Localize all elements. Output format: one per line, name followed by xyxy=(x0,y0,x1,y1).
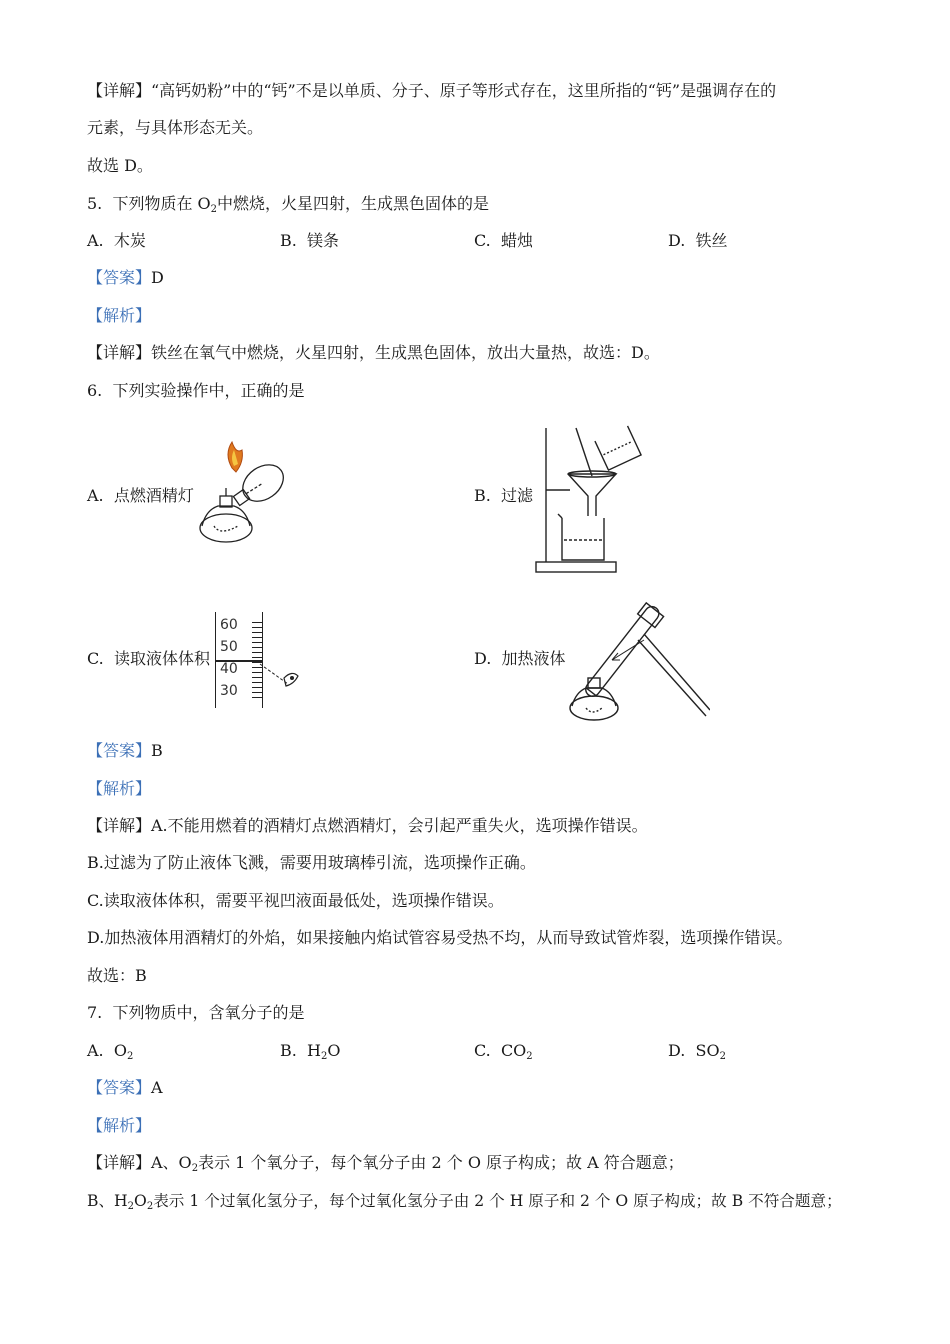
filtration-figure xyxy=(532,424,650,574)
cylinder-tick-label: 30 xyxy=(220,683,238,699)
answer-value: A xyxy=(151,1078,163,1097)
graduated-cylinder xyxy=(215,612,263,708)
q5-analysis-label: 【解析】 xyxy=(87,306,152,325)
q5-option-d: D. 铁丝 xyxy=(668,231,728,250)
q7-detail-b: B、$H_2O_2$表示 1 个过氧化氢分子，每个过氧化氢分子由 2 个 H 原子和 2 个 O 原子构成；故 B 不符合题意； xyxy=(87,1192,842,1212)
q6-option-b: B. 过滤 xyxy=(474,486,534,505)
answer-value: D xyxy=(151,268,164,287)
q6-option-a: A. 点燃酒精灯 xyxy=(87,486,194,505)
q6-stem: 6. 下列实验操作中，正确的是 xyxy=(87,381,305,400)
q7-stem: 7. 下列物质中，含氧分子的是 xyxy=(87,1003,305,1022)
q6-option-d: D. 加热液体 xyxy=(474,649,566,668)
eye-sight-line-figure xyxy=(258,656,308,696)
heating-liquid-figure xyxy=(560,596,710,726)
q6-analysis-label: 【解析】 xyxy=(87,779,152,798)
answer-label: 【答案】 xyxy=(87,1078,152,1097)
q6-choice: 故选：B xyxy=(87,966,147,985)
q6-detail-d: D.加热液体用酒精灯的外焰，如果接触内焰试管容易受热不均，从而导致试管炸裂，选项操作错误。 xyxy=(87,928,793,947)
q7-option-a: A. $O_2$ xyxy=(87,1041,134,1062)
q7-answer xyxy=(87,1077,163,1099)
liquid-level xyxy=(216,660,262,662)
q5-stem-pre: 下列物质在 O xyxy=(112,194,211,213)
detail-line: 元素，与具体形态无关。 xyxy=(87,118,264,137)
cylinder-tick-label: 50 xyxy=(220,639,238,655)
cylinder-tick-label: 60 xyxy=(220,617,238,633)
choice-line: 故选 D。 xyxy=(87,156,153,175)
q7-detail-a: 【详解】A、$O_2$表示 1 个氧分子，每个氧分子由 2 个 O 原子构成；故 A 符合题意； xyxy=(87,1153,684,1174)
q7-option-d: D. $SO_2$ xyxy=(668,1041,726,1062)
q6-detail-b: B.过滤为了防止液体飞溅，需要用玻璃棒引流，选项操作正确。 xyxy=(87,853,536,872)
q5-option-b: B. 镁条 xyxy=(280,231,340,250)
answer-label: 【答案】 xyxy=(87,268,152,287)
q5-stem-sub: 2 xyxy=(210,204,218,215)
q6-option-c: C. 读取液体体积 xyxy=(87,649,210,668)
q6-detail-a: 【详解】A.不能用燃着的酒精灯点燃酒精灯，会引起严重失火，选项操作错误。 xyxy=(87,816,648,835)
q5-stem-post: 中燃烧，火星四射，生成黑色固体的是 xyxy=(217,194,490,213)
q7-option-b: B. $H_2O$ xyxy=(280,1041,341,1062)
q5-option-a: A. 木炭 xyxy=(87,231,146,250)
alcohol-lamp-lighting-figure xyxy=(192,440,302,550)
q6-answer xyxy=(87,740,163,762)
q6-detail-c: C.读取液体体积，需要平视凹液面最低处，选项操作错误。 xyxy=(87,891,504,910)
q5-detail: 【详解】铁丝在氧气中燃烧，火星四射，生成黑色固体，放出大量热，故选：D。 xyxy=(87,343,660,362)
detail-line: 【详解】“高钙奶粉”中的“钙”不是以单质、分子、原子等形式存在，这里所指的“钙”是强调存在的 xyxy=(87,81,777,100)
q7-option-c: C. $CO_2$ xyxy=(474,1041,533,1062)
q5-stem xyxy=(87,193,489,215)
q5-answer xyxy=(87,267,164,289)
q5-number: 5. xyxy=(87,194,103,213)
answer-label: 【答案】 xyxy=(87,741,152,760)
cylinder-scale xyxy=(220,614,238,702)
q5-option-c: C. 蜡烛 xyxy=(474,231,533,250)
cylinder-tick-label: 40 xyxy=(220,661,238,677)
answer-value: B xyxy=(151,741,163,760)
q7-analysis-label: 【解析】 xyxy=(87,1116,152,1135)
